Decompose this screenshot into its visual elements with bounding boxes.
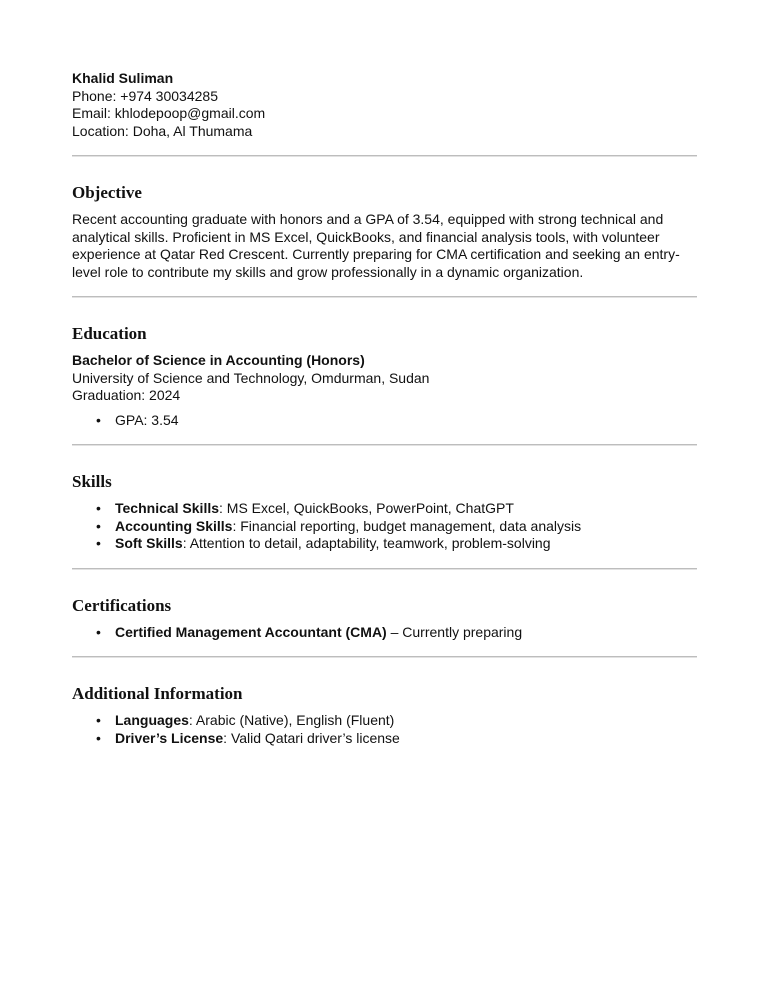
bullet-icon: •: [96, 500, 101, 516]
education-section: [72, 324, 697, 429]
list-item: [72, 712, 697, 730]
bullet-icon: •: [96, 535, 101, 551]
certifications-section: [72, 596, 697, 642]
additional-heading: Additional Information: [72, 684, 243, 703]
contact-phone: Phone: +974 30034285: [72, 87, 218, 104]
section-divider: [72, 568, 697, 570]
objective-text: Recent accounting graduate with honors and a GPA of 3.54, equipped with strong technical and analytical skills. Proficient in MS Excel, QuickBooks, and financial analysis tools, with volunteer experience at Qatar Red Crescent. Currently preparing for CMA certification and seeking an entry-level role to contribute my skills and grow professionally in a dynamic organization.: [72, 211, 680, 280]
education-school: University of Science and Technology, Omdurman, Sudan: [72, 369, 430, 386]
section-divider: [72, 444, 697, 446]
objective-section: [72, 183, 697, 281]
certification-label: Certified Management Accountant (CMA): [115, 623, 387, 640]
objective-heading: Objective: [72, 183, 142, 202]
education-list: [72, 412, 697, 430]
candidate-name: Khalid Suliman: [72, 70, 174, 86]
section-divider: [72, 155, 697, 157]
certification-text: – Currently preparing: [386, 623, 523, 640]
contact-block: [72, 70, 697, 140]
additional-label: Languages: [115, 712, 189, 728]
education-heading: Education: [72, 324, 147, 343]
education-degree: Bachelor of Science in Accounting (Honors): [72, 352, 365, 368]
skills-list: [72, 500, 697, 553]
list-item: [72, 500, 697, 518]
bullet-icon: •: [96, 411, 101, 428]
certifications-list: [72, 624, 697, 642]
list-item: [72, 518, 697, 536]
skill-label: Soft Skills: [115, 535, 183, 551]
skills-section: [72, 472, 697, 553]
additional-text: : Arabic (Native), English (Fluent): [188, 712, 395, 728]
additional-section: [72, 684, 697, 747]
skill-text: : Attention to detail, adaptability, teamwork, problem-solving: [182, 535, 551, 551]
list-item: [72, 624, 697, 642]
additional-list: [72, 712, 697, 747]
education-gpa: GPA: 3.54: [115, 411, 179, 428]
bullet-icon: •: [96, 623, 101, 640]
contact-location: Location: Doha, Al Thumama: [72, 122, 253, 139]
skill-text: : MS Excel, QuickBooks, PowerPoint, ChatGPT: [219, 500, 514, 516]
additional-text: : Valid Qatari driver’s license: [223, 729, 400, 746]
education-graduation: Graduation: 2024: [72, 387, 181, 403]
bullet-icon: •: [96, 729, 101, 746]
section-divider: [72, 296, 697, 298]
list-item: [72, 412, 697, 430]
additional-label: Driver’s License: [115, 729, 224, 746]
section-divider: [72, 656, 697, 658]
resume-page: [72, 70, 697, 747]
certifications-heading: Certifications: [72, 595, 172, 615]
contact-email: Email: khlodepoop@gmail.com: [72, 105, 266, 121]
list-item: [72, 730, 697, 748]
skill-label: Accounting Skills: [115, 517, 233, 534]
bullet-icon: •: [96, 712, 101, 728]
list-item: [72, 535, 697, 553]
skills-heading: Skills: [72, 472, 112, 491]
bullet-icon: •: [96, 517, 101, 534]
skill-text: : Financial reporting, budget management, data analysis: [232, 517, 582, 534]
skill-label: Technical Skills: [115, 500, 220, 516]
